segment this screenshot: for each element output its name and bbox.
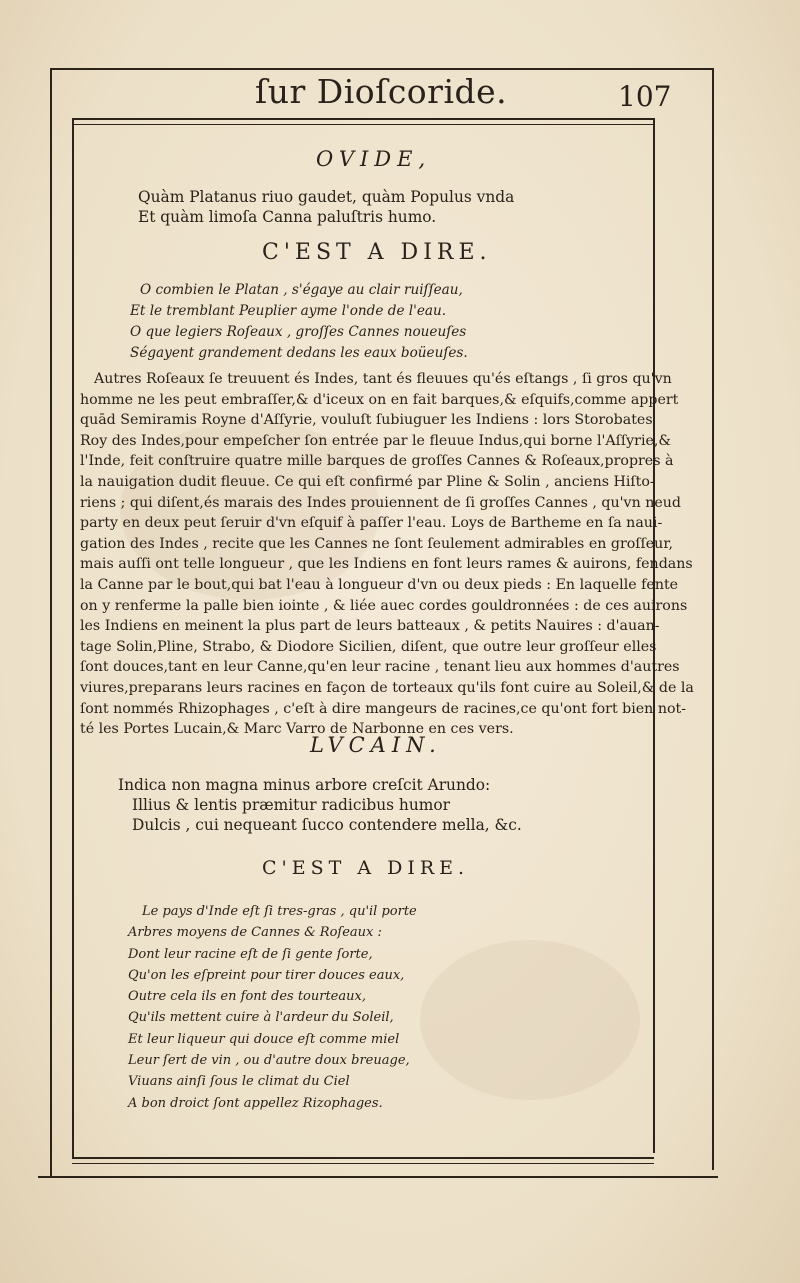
- frame-rule-head: [72, 118, 654, 120]
- verse-line: Arbres moyens de Cannes & Roſeaux :: [128, 925, 382, 941]
- prose-line: gation des Indes , recite que les Cannes ne ſont ſeulement admirables en groſſeur,: [80, 535, 674, 552]
- frame-rule-left-outer: [50, 70, 52, 1178]
- verse-line: Et leur liqueur qui douce eſt comme miel: [128, 1031, 400, 1047]
- ovide-heading: OVIDE,: [316, 147, 432, 171]
- running-head: ſur Dioſcoride.: [255, 72, 508, 111]
- prose-line: tage Solin,Pline, Strabo, & Diodore Sicilien, diſent, que outre leur groſſeur elles: [80, 638, 657, 655]
- cest-a-dire-heading: C'EST A DIRE.: [262, 240, 492, 265]
- frame-rule-head-thin: [72, 124, 654, 125]
- prose-line: homme ne les peut embraſſer,& d'iceux on en fait barques,& eſquifs,comme appert: [80, 391, 679, 408]
- verse-line: Ségayent grandement dedans les eaux boüeuſes.: [130, 345, 468, 361]
- prose-line: les Indiens en meinent la plus part de leurs batteaux , & petits Nauires : d'auan-: [80, 618, 660, 635]
- verse-line: Leur ſert de vin , ou d'autre doux breuage,: [128, 1053, 410, 1069]
- verse-line: Et le tremblant Peuplier ayme l'onde de l'eau.: [130, 303, 447, 319]
- verse-line: Indica non magna minus arbore creſcit Arundo:: [118, 776, 491, 794]
- ovide-french-verse: [130, 280, 468, 364]
- prose-line: Roy des Indes,pour empeſcher ſon entrée par le fleuue Indus,qui borne l'Aſſyrie,&: [80, 432, 672, 449]
- verse-line: Dulcis , cui nequeant ſucco contendere mella, &c.: [132, 816, 522, 834]
- verse-line: Et quàm limoſa Canna paluſtris humo.: [138, 208, 437, 226]
- prose-line: ſont douces,tant en leur Canne,qu'en leur racine , tenant lieu aux hommes d'autres: [80, 659, 680, 676]
- lucain-french-verse: [128, 901, 417, 1114]
- frame-rule-left-inner: [72, 118, 74, 1158]
- frame-rule-bottom-outer: [38, 1176, 718, 1178]
- verse-line: Outre cela ils en font des tourteaux,: [128, 989, 366, 1005]
- ovide-latin-verse: [138, 187, 514, 227]
- verse-line: Viuans ainſi ſous le climat du Ciel: [128, 1074, 350, 1090]
- page-number: 107: [618, 80, 672, 113]
- prose-line: ſont nommés Rhizophages , c'eſt à dire mangeurs de racines,ce qu'ont fort bien not-: [80, 700, 686, 717]
- cest-a-dire-heading: C'EST A DIRE.: [262, 857, 470, 879]
- lucain-heading: LVCAIN.: [310, 733, 442, 757]
- frame-rule-top-outer: [50, 68, 714, 70]
- verse-line: Quàm Platanus riuo gaudet, quàm Populus vnda: [138, 188, 515, 206]
- prose-line: l'Inde, feit conſtruire quatre mille barques de groſſes Cannes & Roſeaux,propres à: [80, 453, 674, 470]
- prose-line: té les Portes Lucain,& Marc Varro de Narbonne en ces vers.: [80, 721, 514, 738]
- prose-line: viures,preparans leurs racines en façon de torteaux qu'ils font cuire au Soleil,& de la: [80, 679, 694, 696]
- prose-paragraph: [80, 369, 694, 740]
- verse-line: Illius & lentis præmitur radicibus humor: [132, 796, 450, 814]
- prose-line: la Canne par le bout,qui bat l'eau à longueur d'vn ou deux pieds : En laquelle fente: [80, 576, 679, 593]
- frame-rule-bottom: [72, 1157, 654, 1159]
- verse-line: O que legiers Roſeaux , groſſes Cannes noueuſes: [130, 324, 467, 340]
- frame-rule-bottom-thin: [72, 1163, 654, 1164]
- prose-line: Autres Roſeaux ſe treuuent és Indes, tant és fleuues qu'és eſtangs , ſi gros qu'vn: [94, 371, 672, 387]
- prose-line: quād Semiramis Royne d'Aſſyrie, vouluſt ſubiuguer les Indiens : lors Storobates: [80, 412, 653, 429]
- verse-line: Qu'on les eſpreint pour tirer douces eaux,: [128, 967, 405, 983]
- verse-line: Dont leur racine eſt de ſi gente ſorte,: [128, 946, 373, 962]
- prose-line: la nauigation dudit fleuue. Ce qui eſt confirmé par Pline & Solin , anciens Hiſto-: [80, 473, 655, 490]
- prose-line: party en deux peut ſeruir d'vn eſquif à paſſer l'eau. Loys de Bartheme en ſa naui-: [80, 515, 663, 532]
- lucain-latin-verse: [118, 775, 522, 835]
- prose-line: riens ; qui diſent,és marais des Indes prouiennent de ſi groſſes Cannes , qu'vn neud: [80, 494, 681, 511]
- prose-line: mais auſſi ont telle longueur , que les Indiens en font leurs rames & auirons, fendans: [80, 556, 693, 573]
- paper-stain: [420, 940, 640, 1100]
- verse-line: Qu'ils mettent cuire à l'ardeur du Soleil,: [128, 1010, 394, 1026]
- verse-line: O combien le Platan , s'égaye au clair ruiſſeau,: [140, 282, 463, 298]
- frame-rule-right-outer: [712, 70, 714, 1170]
- verse-line: A bon droict ſont appellez Rizophages.: [128, 1095, 383, 1111]
- verse-line: Le pays d'Inde eſt ſi tres-gras , qu'il porte: [142, 904, 417, 919]
- prose-line: on y renferme la palle bien iointe , & liée auec cordes gouldronnées : de ces auirons: [80, 597, 688, 614]
